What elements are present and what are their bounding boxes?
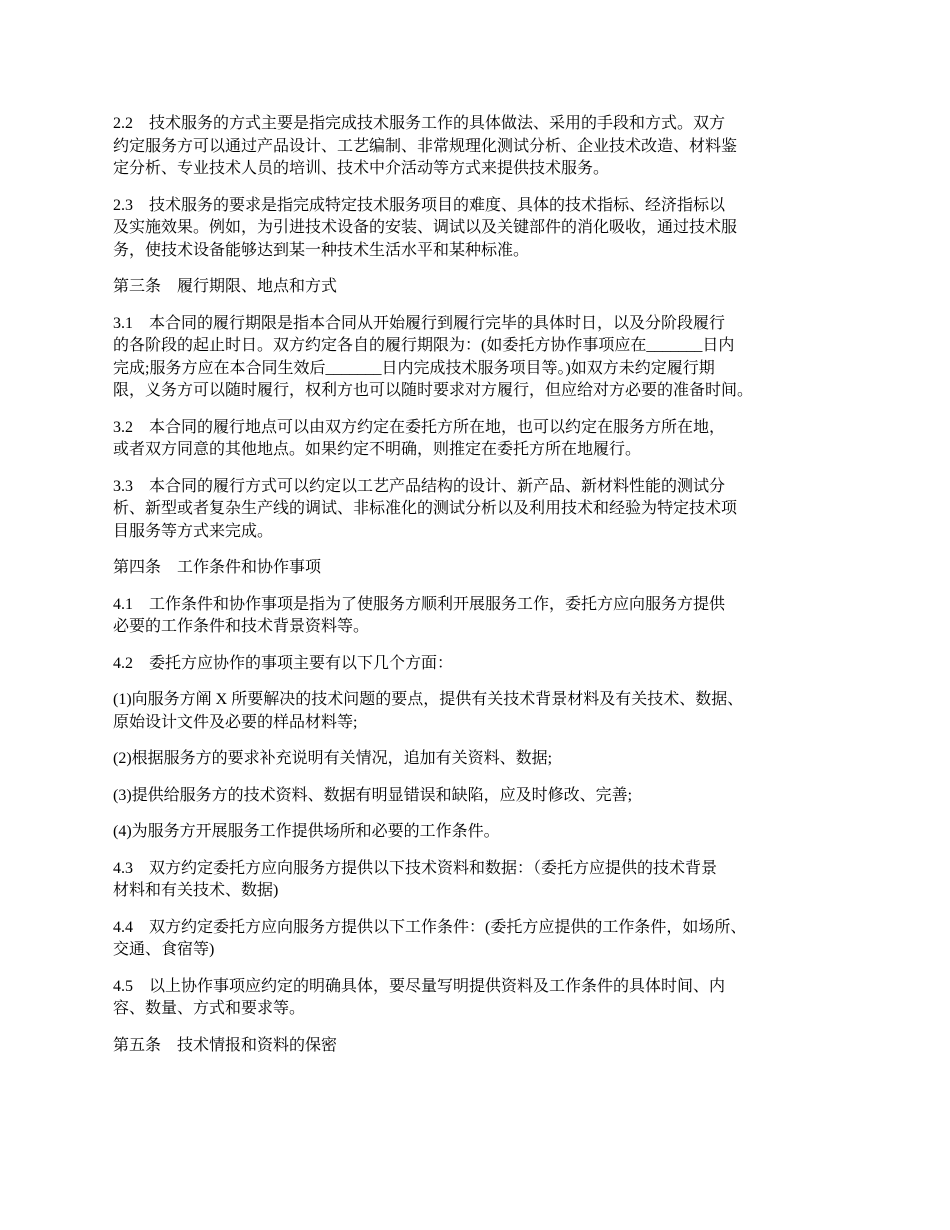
- section-heading-article-5: [113, 1035, 848, 1058]
- text-line: 4.3 双方约定委托方应向服务方提供以下技术资料和数据：（委托方应提供的技术背景: [113, 859, 718, 877]
- paragraph-2-2: [113, 113, 848, 181]
- paragraph-3-2: [113, 417, 848, 462]
- list-item-1: [113, 689, 848, 734]
- text-line: 约定服务方可以通过产品设计、工艺编制、非常规理化测试分析、企业技术改造、材料鉴: [113, 137, 738, 155]
- text-line: 第三条 履行期限、地点和方式: [113, 278, 338, 295]
- text-line: 容、数量、方式和要求等。: [113, 1000, 306, 1017]
- text-line: 目服务等方式来完成。: [113, 522, 274, 540]
- text-line: 3.3 本合同的履行方式可以约定以工艺产品结构的设计、新产品、新材料性能的测试分: [113, 477, 726, 495]
- text-line: 原始设计文件及必要的样品材料等;: [113, 713, 358, 731]
- text-line: (4)为服务方开展服务工作提供场所和必要的工作条件。: [113, 823, 500, 840]
- paragraph-2-3: [113, 195, 848, 263]
- list-item-4: [113, 821, 848, 844]
- text-line: 4.2 委托方应协作的事项主要有以下几个方面：: [113, 654, 454, 672]
- text-line: 必要的工作条件和技术背景资料等。: [113, 618, 370, 635]
- text-line: 析、新型或者复杂生产线的调试、非标准化的测试分析以及利用技术和经验为特定技术项: [113, 500, 738, 517]
- paragraph-4-1: [113, 594, 848, 639]
- text-line: 交通、食宿等): [113, 941, 215, 958]
- text-line: 第四条 工作条件和协作事项: [113, 559, 322, 576]
- section-heading-article-3: [113, 276, 848, 299]
- text-line: 限，义务方可以随时履行，权利方也可以随时要求对方履行，但应给对方必要的准备时间。: [113, 382, 754, 399]
- paragraph-4-5: [113, 976, 848, 1021]
- text-line: (3)提供给服务方的技术资料、数据有明显错误和缺陷，应及时修改、完善;: [113, 786, 633, 804]
- text-line: 2.2 技术服务的方式主要是指完成技术服务工作的具体做法、采用的手段和方式。双方: [113, 115, 726, 132]
- text-line: 完成;服务方应在本合同生效后_______日内完成技术服务项目等。)如双方未约定履行期: [113, 359, 715, 377]
- text-line: (1)向服务方阐 X 所要解决的技术问题的要点，提供有关技术背景材料及有关技术、数据、: [113, 691, 744, 708]
- text-line: 或者双方同意的其他地点。如果约定不明确，则推定在委托方所在地履行。: [113, 441, 642, 458]
- text-line: 4.5 以上协作事项应约定的明确具体，要尽量写明提供资料及工作条件的具体时间、内: [113, 977, 726, 995]
- text-line: 定分析、专业技术人员的培训、技术中介活动等方式来提供技术服务。: [113, 160, 610, 177]
- text-line: 4.1 工作条件和协作事项是指为了使服务方顺利开展服务工作，委托方应向服务方提供: [113, 595, 726, 613]
- list-item-2: [113, 748, 848, 771]
- text-line: 务，使技术设备能够达到某一种技术生活水平和某种标准。: [113, 241, 530, 259]
- text-line: 3.2 本合同的履行地点可以由双方约定在委托方所在地，也可以约定在服务方所在地，: [113, 418, 726, 436]
- text-line: 4.4 双方约定委托方应向服务方提供以下工作条件：(委托方应提供的工作条件，如场所、: [113, 918, 747, 936]
- text-line: 2.3 技术服务的要求是指完成特定技术服务项目的难度、具体的技术指标、经济指标以: [113, 196, 726, 214]
- text-line: 材料和有关技术、数据): [113, 882, 279, 899]
- text-line: 3.1 本合同的履行期限是指本合同从开始履行到履行完毕的具体时日，以及分阶段履行: [113, 314, 726, 332]
- section-heading-article-4: [113, 557, 848, 580]
- text-line: 及实施效果。例如，为引进技术设备的安装、调试以及关键部件的消化吸收，通过技术服: [113, 219, 738, 236]
- paragraph-4-3: [113, 858, 848, 903]
- text-line: 第五条 技术情报和资料的保密: [113, 1036, 338, 1054]
- paragraph-3-1: [113, 313, 848, 403]
- paragraph-4-2: [113, 653, 848, 676]
- document-body: [113, 113, 848, 1071]
- text-line: (2)根据服务方的要求补充说明有关情况，追加有关资料、数据;: [113, 750, 553, 767]
- paragraph-3-3: [113, 476, 848, 544]
- text-line: 的各阶段的起止时日。双方约定各自的履行期限为：(如委托方协作事项应在_______日内: [113, 337, 735, 354]
- paragraph-4-4: [113, 917, 848, 962]
- list-item-3: [113, 785, 848, 808]
